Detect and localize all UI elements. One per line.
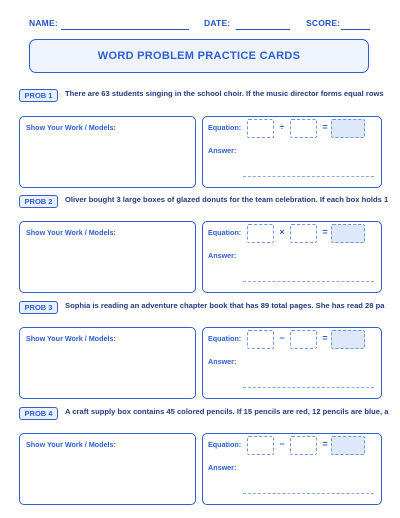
title-banner — [29, 39, 369, 73]
equals-sign: = — [322, 122, 328, 132]
operand-2-input[interactable] — [290, 119, 317, 138]
problem-4-text: A craft supply box contains 45 colored pencils. If 15 pencils are red, 12 pencils are blue, a — [65, 407, 389, 416]
name-field[interactable] — [61, 29, 189, 30]
operator-sign: − — [279, 439, 285, 449]
problem-2-badge: PROB 2 — [19, 195, 58, 208]
operand-1-input[interactable] — [247, 330, 274, 349]
problem-3-text: Sophia is reading an adventure chapter book that has 89 total pages. She has read 28 pa — [65, 301, 385, 310]
operator-sign: × — [279, 227, 285, 237]
result-input[interactable] — [331, 436, 365, 455]
name-label: NAME: — [29, 18, 58, 28]
result-input[interactable] — [331, 119, 365, 138]
equals-sign: = — [322, 333, 328, 343]
work-label: Show Your Work / Models: — [26, 334, 116, 343]
operand-1-input[interactable] — [247, 224, 274, 243]
date-label: DATE: — [204, 18, 231, 28]
answer-line[interactable] — [243, 176, 374, 177]
equals-sign: = — [322, 227, 328, 237]
problem-1-text: There are 63 students singing in the school choir. If the music director forms equal rows — [65, 89, 384, 98]
result-input[interactable] — [331, 330, 365, 349]
equation-label: Equation: — [208, 228, 242, 237]
answer-line[interactable] — [243, 493, 374, 494]
operand-1-input[interactable] — [247, 119, 274, 138]
operand-2-input[interactable] — [290, 224, 317, 243]
answer-label: Answer: — [208, 251, 237, 260]
equation-label: Equation: — [208, 334, 242, 343]
problem-1-badge: PROB 1 — [19, 89, 58, 102]
operand-1-input[interactable] — [247, 436, 274, 455]
work-label: Show Your Work / Models: — [26, 123, 116, 132]
operator-sign: ÷ — [279, 122, 285, 132]
answer-label: Answer: — [208, 357, 237, 366]
page-title: WORD PROBLEM PRACTICE CARDS — [97, 50, 301, 62]
equals-sign: = — [322, 439, 328, 449]
problem-1-work-box[interactable] — [19, 116, 196, 188]
equation-label: Equation: — [208, 123, 242, 132]
answer-line[interactable] — [243, 387, 374, 388]
problem-4-work-box[interactable] — [19, 433, 196, 505]
score-field[interactable] — [341, 29, 370, 30]
answer-line[interactable] — [243, 281, 374, 282]
result-input[interactable] — [331, 224, 365, 243]
work-label: Show Your Work / Models: — [26, 228, 116, 237]
problem-4-badge: PROB 4 — [19, 407, 58, 420]
problem-4-equation-box — [202, 433, 382, 505]
problem-2-text: Oliver bought 3 large boxes of glazed donuts for the team celebration. If each box holds 1 — [65, 195, 389, 204]
problem-3-work-box[interactable] — [19, 327, 196, 399]
equation-label: Equation: — [208, 440, 242, 449]
operand-2-input[interactable] — [290, 330, 317, 349]
score-label: SCORE: — [306, 18, 341, 28]
answer-label: Answer: — [208, 146, 237, 155]
problem-3-equation-box — [202, 327, 382, 399]
operator-sign: − — [279, 333, 285, 343]
answer-label: Answer: — [208, 463, 237, 472]
work-label: Show Your Work / Models: — [26, 440, 116, 449]
problem-2-work-box[interactable] — [19, 221, 196, 293]
problem-2-equation-box — [202, 221, 382, 293]
problem-1-equation-box — [202, 116, 382, 188]
date-field[interactable] — [236, 29, 290, 30]
operand-2-input[interactable] — [290, 436, 317, 455]
problem-3-badge: PROB 3 — [19, 301, 58, 314]
